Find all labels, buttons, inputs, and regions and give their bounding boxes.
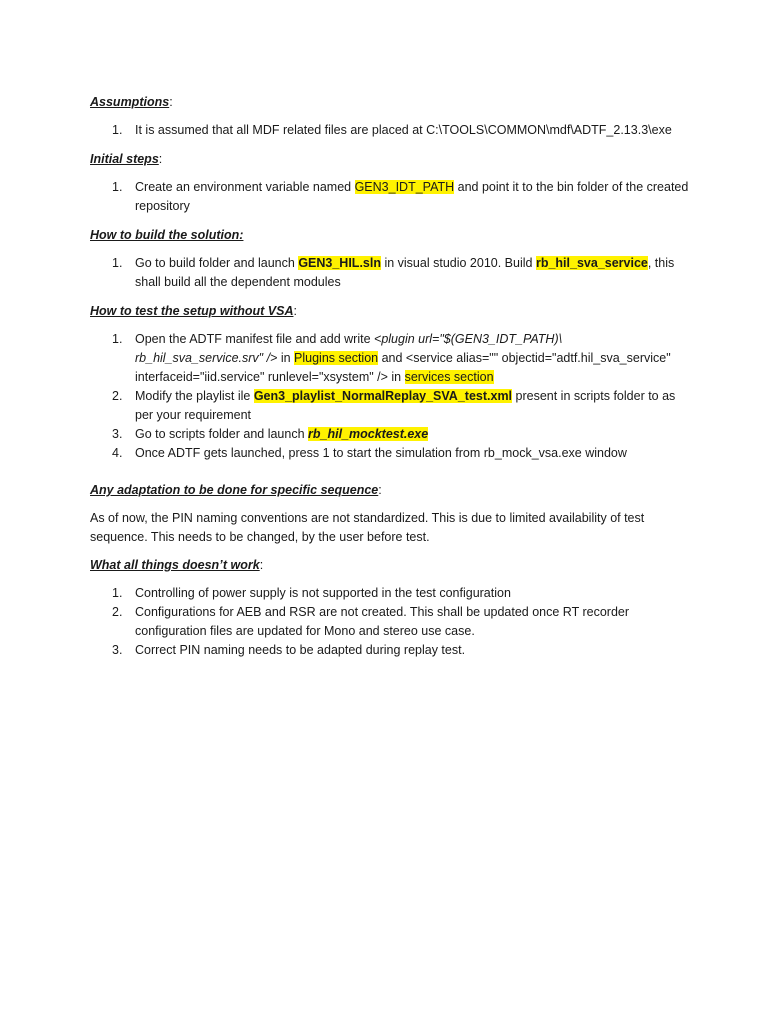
heading-colon: :: [378, 483, 382, 497]
section-heading-not-working: [90, 556, 690, 575]
highlighted-service-name: rb_hil_sva_service: [535, 256, 648, 270]
initial-steps-list: [90, 178, 690, 216]
list-item-text: present in scripts folder to as per your requirement: [135, 389, 676, 422]
section-heading-text: How to test the setup without VSA: [90, 304, 294, 318]
highlighted-services-section: services section: [404, 370, 494, 384]
build-solution-list: [90, 254, 690, 292]
highlighted-mocktest-exe: rb_hil_mocktest.exe: [308, 427, 429, 441]
highlighted-plugins-section: Plugins section: [294, 351, 379, 365]
highlighted-solution-file: GEN3_HIL.sln: [298, 256, 381, 270]
list-item: [90, 603, 690, 641]
list-item-text: Create an environment variable named: [135, 180, 355, 194]
list-item: [90, 387, 690, 425]
section-heading-adaptation: [90, 481, 690, 500]
adaptation-paragraph: As of now, the PIN naming conventions are not standardized. This is due to limited availability of test sequence. This needs to be changed, by the user before test.: [90, 511, 645, 544]
list-item-text: Go to scripts folder and launch: [135, 427, 309, 441]
section-heading-initial-steps: [90, 150, 690, 169]
section-heading-text: What all things doesn’t work: [90, 558, 260, 572]
list-item-text: and point it to the bin folder of the created repository: [135, 180, 689, 213]
list-item-text: It is assumed that all MDF related files are placed at C:\TOOLS\COMMON\mdf\ADTF_2.13.3\exe: [135, 123, 672, 137]
section-heading-test-setup: [90, 302, 690, 321]
list-number: 2.: [112, 605, 123, 619]
section-heading-assumptions: [90, 93, 690, 112]
list-item-text: Go to build folder and launch: [135, 256, 299, 270]
list-item: [90, 641, 690, 660]
test-setup-list: [90, 330, 690, 463]
list-number: 1.: [112, 586, 123, 600]
list-item-text: Configurations for AEB and RSR are not created. This shall be updated once RT recorder configuration files are updated for Mono and stereo use case.: [135, 605, 630, 638]
list-number: 1.: [112, 180, 123, 194]
heading-colon: :: [169, 95, 173, 109]
document-body: [90, 93, 690, 670]
list-item-text: Controlling of power supply is not supported in the test configuration: [135, 586, 511, 600]
plugin-url-text: <plugin url="$(GEN3_IDT_PATH)\ rb_hil_sva_service.srv" />: [135, 332, 563, 365]
list-number: 3.: [112, 427, 123, 441]
list-number: 3.: [112, 643, 123, 657]
assumptions-list: [90, 121, 690, 140]
section-heading-text: How to build the solution:: [90, 228, 244, 242]
list-number: 4.: [112, 446, 123, 460]
list-item: [90, 330, 690, 387]
section-heading-build-solution: [90, 226, 690, 245]
heading-colon: :: [158, 152, 163, 166]
not-working-list: [90, 584, 690, 660]
list-number: 1.: [112, 332, 123, 346]
list-item: [90, 178, 690, 216]
list-item-text: in: [277, 351, 295, 365]
section-heading-text: Assumptions: [90, 95, 170, 109]
list-item-text: Correct PIN naming needs to be adapted during replay test.: [135, 643, 466, 657]
list-item: [90, 254, 690, 292]
highlighted-env-variable: GEN3_IDT_PATH: [354, 180, 455, 194]
list-number: 1.: [112, 123, 123, 137]
section-heading-text: Initial steps: [90, 152, 159, 166]
list-item: [90, 425, 690, 444]
highlighted-playlist-file: Gen3_playlist_NormalReplay_SVA_test.xml: [253, 389, 513, 403]
list-item-text: in visual studio 2010. Build: [380, 256, 536, 270]
list-item-text: Once ADTF gets launched, press 1 to start the simulation from rb_mock_vsa.exe window: [135, 446, 627, 460]
list-item: [90, 121, 690, 140]
list-number: 2.: [112, 389, 123, 403]
list-item-text: , this shall build all the dependent modules: [135, 256, 675, 289]
section-heading-text: Any adaptation to be done for specific sequence: [90, 483, 379, 497]
list-item-text: and <service alias="" objectid="adtf.hil_sva_service" interfaceid="iid.service" runlevel="xsystem" /> in: [135, 351, 671, 384]
list-item: [90, 584, 690, 603]
list-number: 1.: [112, 256, 123, 270]
list-item-text: Modify the playlist ile: [135, 389, 254, 403]
list-item: [90, 444, 690, 463]
list-item-text: Open the ADTF manifest file and add write: [135, 332, 375, 346]
heading-colon: :: [259, 558, 264, 572]
heading-colon: :: [293, 304, 297, 318]
